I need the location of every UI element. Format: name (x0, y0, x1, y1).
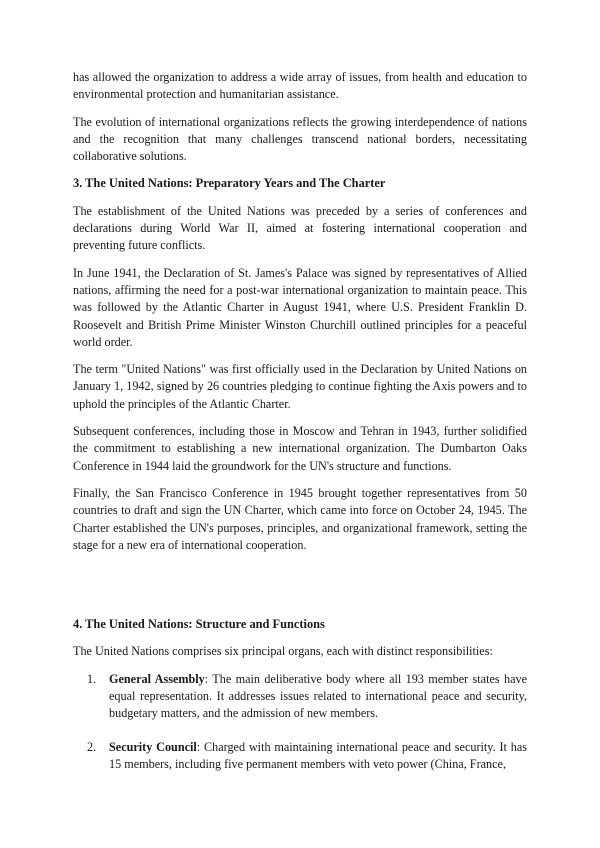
section-3-paragraph-4: Subsequent conferences, including those in Moscow and Tehran in 1943, further solidified the commitment to establishing a new international organization. The Dumbarton Oaks Conference in 1944 laid the groundwork for the UN's structure and functions. (73, 424, 527, 473)
intro-paragraph-2: The evolution of international organizations reflects the growing interdependence of nations and the recognition that many challenges transcend national borders, necessitating collaborative solutions. (73, 114, 527, 164)
list-item-general-assembly (73, 671, 527, 723)
list-text: : The main deliberative body where all 193 member states have equal representation. It addresses issues related to international peace and security, budgetary matters, and the admission of new members. (109, 671, 527, 721)
section-3-heading: 3. The United Nations: Preparatory Years and The Charter (73, 176, 386, 191)
section-3-paragraph-5: Finally, the San Francisco Conference in 1945 brought together representatives from 50 countries to draft and sign the UN Charter, which came into force on October 24, 1945. The Charter established the UN's purposes, principles, and organizational framework, setting the stage for a new era of international cooperation. (73, 485, 527, 552)
section-4-intro: The United Nations comprises six principal organs, each with distinct responsibilities: (73, 644, 493, 659)
section-3-paragraph-2: In June 1941, the Declaration of St. James's Palace was signed by representatives of Allied nations, affirming the need for a post-war international organization to maintain peace. This was followed by the Atlantic Charter in August 1941, where U.S. President Franklin D. Roosevelt and British Prime Minister Winston Churchill outlined principles for a peaceful world order. (73, 265, 527, 349)
principal-organs-list (73, 671, 527, 773)
list-number: 1. (87, 671, 97, 686)
section-3-paragraph-3: The term "United Nations" was first officially used in the Declaration by United Nations on January 1, 1942, signed by 26 countries pledging to continue fighting the Axis powers and to uphold the principles of the Atlantic Charter. (73, 362, 527, 411)
section-3-paragraph-1: The establishment of the United Nations was preceded by a series of conferences and declarations during World War II, aimed at fostering international cooperation and preventing future conflicts. (73, 203, 527, 253)
list-term: Security Council (109, 739, 197, 754)
list-number: 2. (87, 739, 97, 754)
section-4-heading: 4. The United Nations: Structure and Functions (73, 617, 325, 632)
section-spacer (73, 564, 527, 616)
list-text: : Charged with maintaining international peace and security. It has 15 members, including five permanent members with veto power (China, France, (109, 739, 527, 771)
list-term: General Assembly (109, 671, 205, 686)
list-item-security-council (73, 739, 527, 774)
intro-paragraph-1: has allowed the organization to address a wide array of issues, from health and education to environmental protection and humanitarian assistance. (73, 70, 527, 102)
